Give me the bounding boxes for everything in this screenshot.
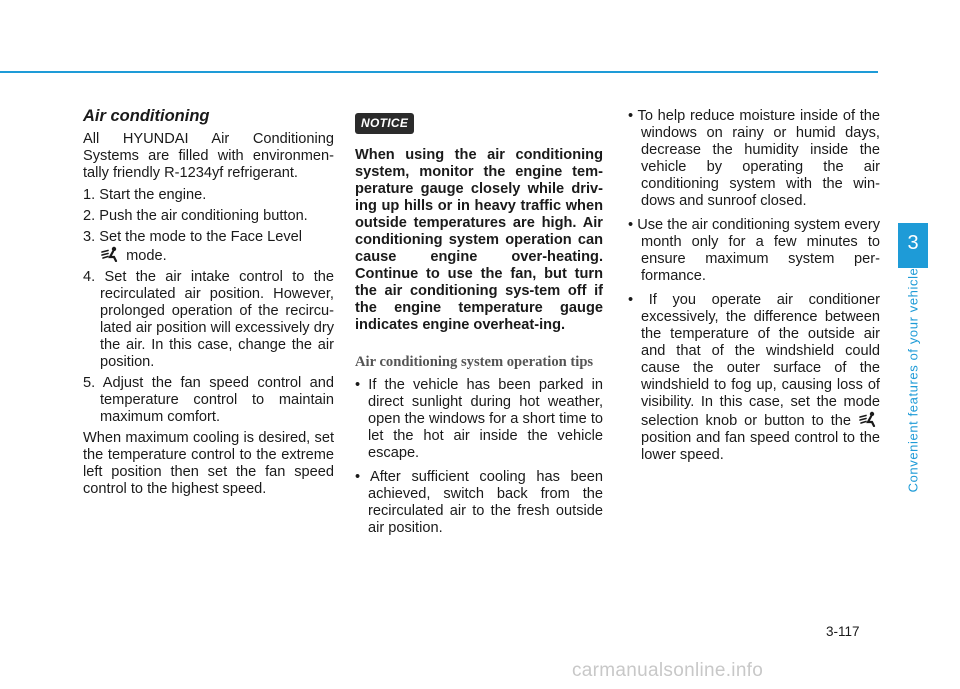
notice-badge: NOTICE xyxy=(355,113,414,134)
tips-heading: Air conditioning system operation tips xyxy=(355,354,594,370)
section-heading: Air conditioning xyxy=(83,107,210,125)
column-more-tips xyxy=(628,108,880,471)
tip-item: • After sufficient cooling has been achieved, switch back from the recirculated air to the fresh outside air position. xyxy=(355,469,603,536)
column-notice-tips xyxy=(355,113,603,544)
tip-item xyxy=(628,292,880,464)
header-rule xyxy=(0,71,878,73)
chapter-number: 3 xyxy=(907,232,919,254)
tip-5-text: • If you operate air conditioner excessively, the difference between the temperature of the outside air and that of the windshield could cause the outer surface of the windshield to fog up, causing loss of visibility. In this case, set the mode selection knob or button to the xyxy=(628,292,880,429)
step-4: 4. Set the air intake control to the recirculated air position. However, prolonged operation of the recircu-lated air position will excessively dry the air. In this case, change the air position. xyxy=(83,269,334,370)
face-level-mode-icon xyxy=(100,246,122,262)
notice-text: When using the air conditioning system, monitor the engine tem-perature gauge closely while driv-ing up hills or in heavy traffic when outside temperatures are high. Air conditioning system operation can cause engine over-heating. Continue to use the fan, but turn the air conditioning sys-tem off if the engine temperature gauge indicates engine overheat-ing. xyxy=(355,147,603,333)
closing-paragraph: When maximum cooling is desired, set the temperature control to the extreme left position then set the fan speed control to the highest speed. xyxy=(83,430,334,497)
tip-item: • If the vehicle has been parked in direct sunlight during hot weather, open the windows for a short time to let the hot air inside the vehicle escape. xyxy=(355,377,603,461)
step-2: 2. Push the air conditioning button. xyxy=(83,208,308,224)
tip-item: • To help reduce moisture inside of the windows on rainy or humid days, decrease the humidity inside the vehicle by operating the air conditioning system with the win-dows and sunroof closed. xyxy=(628,108,880,209)
step-1: 1. Start the engine. xyxy=(83,187,207,203)
watermark-text: carmanualsonline.info xyxy=(572,660,764,681)
step-3-text: 3. Set the mode to the Face Level xyxy=(83,229,303,245)
step-5: 5. Adjust the fan speed control and temperature control to maintain maximum comfort. xyxy=(83,375,334,425)
chapter-title: Convenient features of your vehicle xyxy=(905,267,921,493)
step-3 xyxy=(83,229,334,265)
intro-paragraph: All HYUNDAI Air Conditioning Systems are filled with environmen-tally friendly R-1234yf refrigerant. xyxy=(83,131,334,181)
column-air-conditioning xyxy=(83,108,334,503)
tip-item: • Use the air conditioning system every month only for a few minutes to ensure maximum system per-formance. xyxy=(628,217,880,284)
tip-5-suffix: position and fan speed control to the lower speed. xyxy=(641,430,880,463)
page-number: 3-117 xyxy=(826,624,860,639)
face-level-mode-icon xyxy=(858,411,880,427)
step-3-suffix: mode. xyxy=(126,248,167,264)
chapter-tab xyxy=(898,223,928,268)
